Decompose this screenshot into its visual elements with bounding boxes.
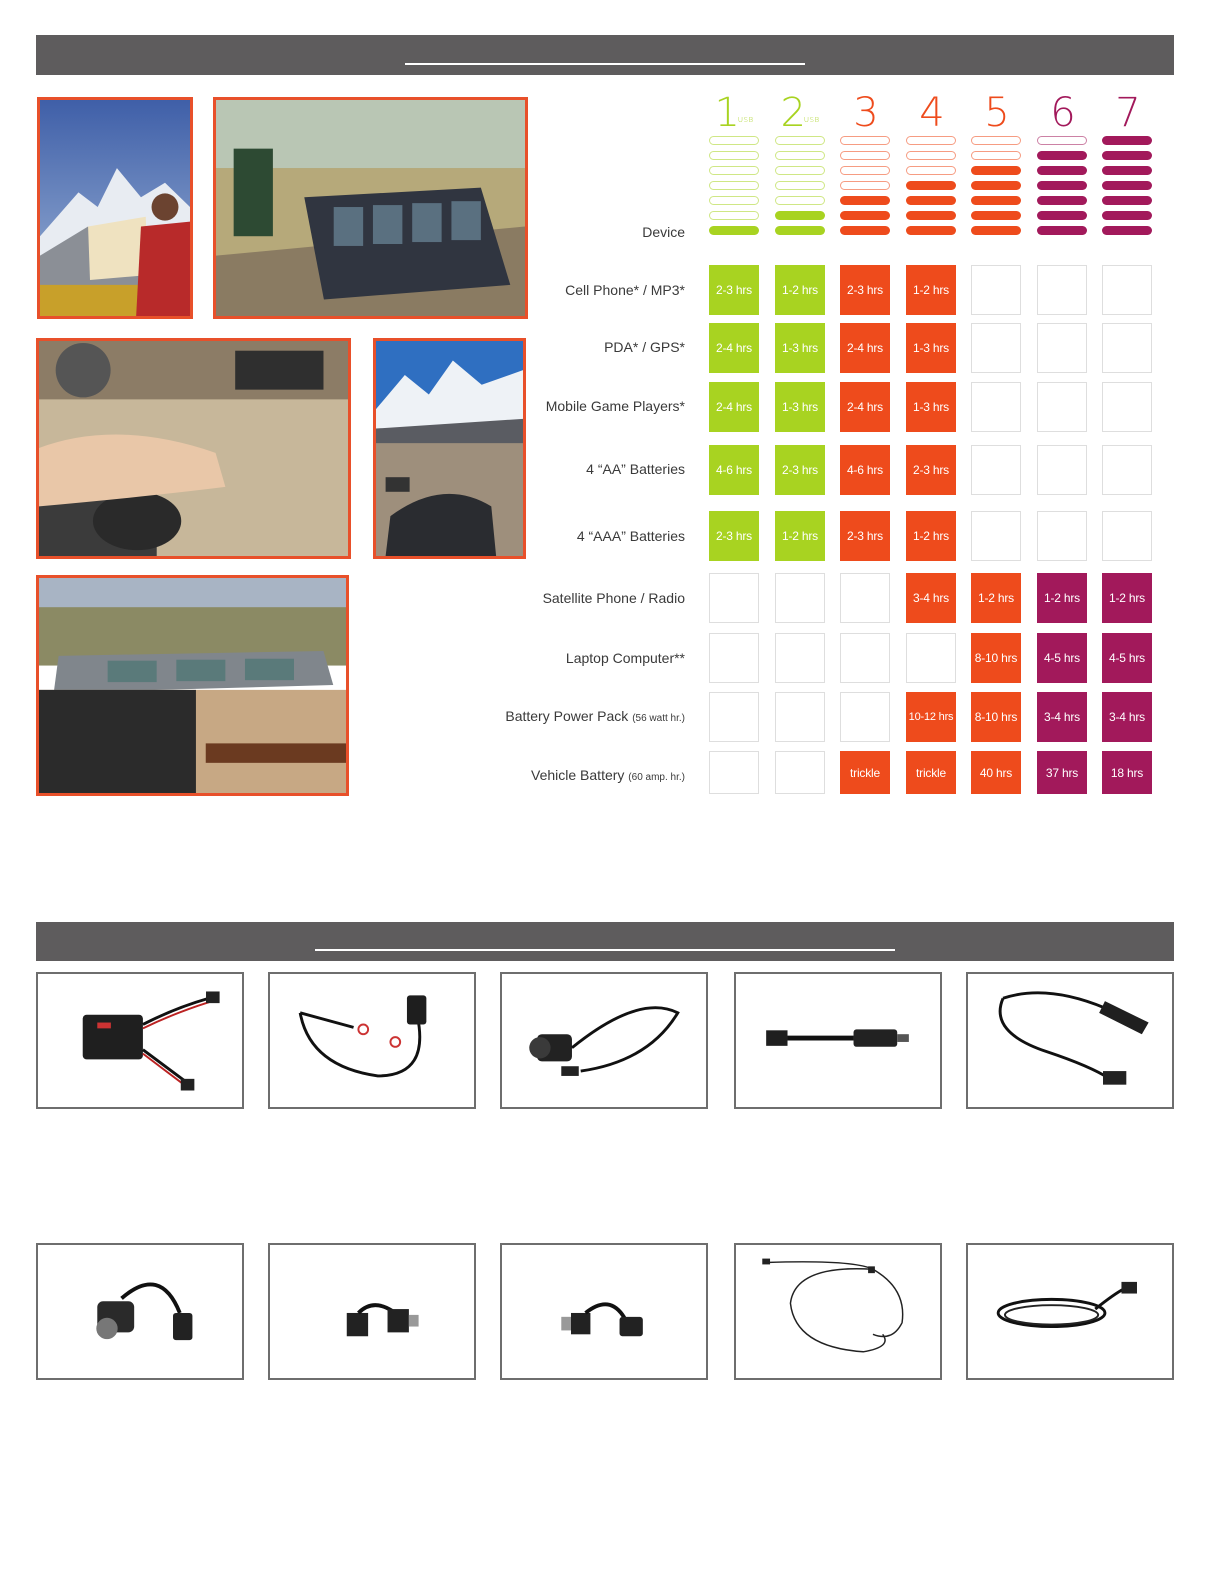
level-pill	[1037, 226, 1087, 235]
header-underline	[315, 949, 895, 951]
level-pill	[1102, 226, 1152, 235]
row-label-game-players: Mobile Game Players*	[545, 398, 685, 414]
table-cell: 2-3 hrs	[709, 511, 759, 561]
row-label-laptop: Laptop Computer**	[565, 650, 685, 666]
level-pill	[709, 196, 759, 205]
extension-cable-photo	[966, 1243, 1174, 1380]
row-label-satellite-phone: Satellite Phone / Radio	[542, 590, 685, 606]
table-cell	[1102, 323, 1152, 373]
level-pill	[906, 136, 956, 145]
table-cell	[709, 692, 759, 742]
header-device-label: Device	[642, 224, 685, 240]
row-label-aa-batteries: 4 “AA” Batteries	[586, 461, 685, 477]
column-label-4: 4	[919, 90, 945, 136]
table-cell: 2-4 hrs	[840, 382, 890, 432]
table-cell	[709, 633, 759, 683]
sae-barrel-adapter-photo	[734, 972, 942, 1109]
level-pill	[709, 166, 759, 175]
table-cell: 1-3 hrs	[775, 323, 825, 373]
level-pill	[971, 196, 1021, 205]
table-cell	[775, 633, 825, 683]
level-pill	[775, 181, 825, 190]
table-cell: 1-2 hrs	[775, 265, 825, 315]
table-cell: 1-2 hrs	[1102, 573, 1152, 623]
level-pill	[906, 166, 956, 175]
table-cell: 37 hrs	[1037, 751, 1087, 794]
table-cell: 4-6 hrs	[840, 445, 890, 495]
table-cell: trickle	[906, 751, 956, 794]
table-cell	[1037, 511, 1087, 561]
table-cell	[709, 751, 759, 794]
table-cell: 1-2 hrs	[971, 573, 1021, 623]
table-cell	[840, 692, 890, 742]
level-pill	[840, 151, 890, 160]
battery-clip-cable-photo	[268, 972, 476, 1109]
table-cell: 2-3 hrs	[840, 511, 890, 561]
table-cell	[1102, 445, 1152, 495]
level-pill	[1037, 196, 1087, 205]
charge-controller-photo	[36, 972, 244, 1109]
table-cell: 1-2 hrs	[906, 511, 956, 561]
section-header-accessories	[36, 922, 1174, 961]
table-cell: 2-3 hrs	[775, 445, 825, 495]
table-cell	[906, 633, 956, 683]
table-cell	[1037, 445, 1087, 495]
column-label-7: 7	[1115, 90, 1141, 136]
table-cell: 2-3 hrs	[840, 265, 890, 315]
table-cell	[1102, 511, 1152, 561]
table-cell: 2-4 hrs	[709, 382, 759, 432]
column-label-1: $1^{USB}$	[714, 90, 754, 136]
table-cell: 4-6 hrs	[709, 445, 759, 495]
level-pill	[840, 181, 890, 190]
level-pill	[709, 136, 759, 145]
cigarette-plug-cable-photo	[966, 972, 1174, 1109]
table-cell: 1-2 hrs	[775, 511, 825, 561]
level-pill	[1102, 196, 1152, 205]
level-pill	[1037, 151, 1087, 160]
table-cell	[1102, 382, 1152, 432]
table-cell	[775, 751, 825, 794]
barrel-adapter-photo	[500, 1243, 708, 1380]
table-cell	[1037, 265, 1087, 315]
table-cell	[709, 573, 759, 623]
level-pill	[1037, 181, 1087, 190]
row-label-vehicle-battery: Vehicle Battery (60 amp. hr.)	[531, 767, 685, 783]
level-pill	[775, 226, 825, 235]
car-charger-photo	[36, 338, 351, 559]
level-pill	[709, 181, 759, 190]
car-socket-adapter-photo	[500, 972, 708, 1109]
table-cell: 2-3 hrs	[709, 265, 759, 315]
table-cell: 40 hrs	[971, 751, 1021, 794]
table-cell	[971, 445, 1021, 495]
level-pill	[906, 196, 956, 205]
table-cell	[1037, 382, 1087, 432]
short-socket-adapter-photo	[36, 1243, 244, 1380]
level-pill	[971, 151, 1021, 160]
level-pill	[1102, 136, 1152, 145]
level-pill	[971, 181, 1021, 190]
table-cell	[775, 573, 825, 623]
level-pill	[775, 136, 825, 145]
level-pill	[840, 226, 890, 235]
table-cell: 3-4 hrs	[1102, 692, 1152, 742]
header-underline	[405, 63, 805, 65]
level-pill	[709, 211, 759, 220]
level-pill	[971, 226, 1021, 235]
level-pill	[840, 196, 890, 205]
lantern-solar-panel-photo	[213, 97, 528, 319]
table-cell: 10-12 hrs	[906, 692, 956, 742]
table-cell	[840, 633, 890, 683]
table-cell: 18 hrs	[1102, 751, 1152, 794]
table-cell	[1102, 265, 1152, 315]
table-cell	[1037, 323, 1087, 373]
level-pill	[1102, 166, 1152, 175]
level-pill	[971, 211, 1021, 220]
section-header-top	[36, 35, 1174, 75]
table-cell: 8-10 hrs	[971, 633, 1021, 683]
table-cell: 1-2 hrs	[1037, 573, 1087, 623]
level-pill	[775, 196, 825, 205]
level-pill	[840, 136, 890, 145]
level-pill	[971, 166, 1021, 175]
level-pill	[1037, 136, 1087, 145]
level-pill	[906, 181, 956, 190]
row-label-battery-pack: Battery Power Pack (56 watt hr.)	[505, 708, 685, 724]
level-pill	[709, 151, 759, 160]
level-pill	[840, 211, 890, 220]
table-cell: 1-3 hrs	[906, 323, 956, 373]
table-cell: 2-4 hrs	[709, 323, 759, 373]
row-label-pda-gps: PDA* / GPS*	[604, 339, 685, 355]
column-label-3: 3	[853, 90, 879, 136]
level-pill	[840, 166, 890, 175]
level-pill	[906, 151, 956, 160]
level-pill	[775, 166, 825, 175]
table-cell	[971, 511, 1021, 561]
level-pill	[709, 226, 759, 235]
level-pill	[1102, 151, 1152, 160]
level-pill	[1037, 166, 1087, 175]
mountain-camp-photo	[373, 338, 526, 559]
table-cell: 1-3 hrs	[906, 382, 956, 432]
table-cell: 4-5 hrs	[1102, 633, 1152, 683]
column-label-5: 5	[984, 90, 1010, 136]
table-cell: 3-4 hrs	[1037, 692, 1087, 742]
level-pill	[775, 211, 825, 220]
column-label-2: $2^{USB}$	[780, 90, 820, 136]
level-pill	[775, 151, 825, 160]
row-label-cell-phone: Cell Phone* / MP3*	[565, 282, 685, 298]
table-cell: 4-5 hrs	[1037, 633, 1087, 683]
row-label-aaa-batteries: 4 “AAA” Batteries	[576, 528, 685, 544]
table-cell	[971, 265, 1021, 315]
table-cell: 1-2 hrs	[906, 265, 956, 315]
level-pill	[1102, 211, 1152, 220]
sae-adapter-photo	[268, 1243, 476, 1380]
table-cell: 2-3 hrs	[906, 445, 956, 495]
table-cell: 1-3 hrs	[775, 382, 825, 432]
table-cell	[971, 323, 1021, 373]
dashboard-solar-panel-photo	[36, 575, 349, 796]
table-cell: 3-4 hrs	[906, 573, 956, 623]
hiker-with-map-photo	[37, 97, 193, 319]
level-pill	[971, 136, 1021, 145]
table-cell	[971, 382, 1021, 432]
table-cell: 8-10 hrs	[971, 692, 1021, 742]
level-pill	[1037, 211, 1087, 220]
table-cell	[840, 573, 890, 623]
table-cell: 2-4 hrs	[840, 323, 890, 373]
column-label-6: 6	[1050, 90, 1076, 136]
level-pill	[1102, 181, 1152, 190]
level-pill	[906, 226, 956, 235]
table-cell: trickle	[840, 751, 890, 794]
thin-extension-cable-photo	[734, 1243, 942, 1380]
level-pill	[906, 211, 956, 220]
table-cell	[775, 692, 825, 742]
